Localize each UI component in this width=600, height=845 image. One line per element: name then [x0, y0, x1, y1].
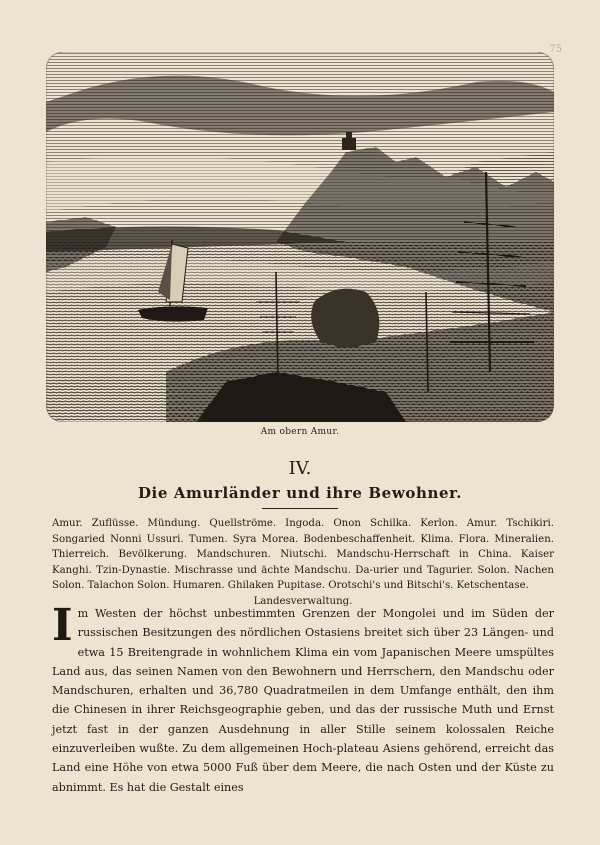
- engraving-illustration: [46, 52, 554, 422]
- page-number: 75: [549, 44, 562, 55]
- summary-text: Amur. Zuflüsse. Mündung. Quellströme. Ingoda. Onon Schilka. Kerlon. Amur. Tschikiri. Songaried Nonni Ussuri. Tumen. Syra Morea. Bodenbeschaffenheit. Klima. Flora. Mineralien. Thierreich. Bevölkerung. Mandschuren. Niutschi. Mandschu-Herrschaft in China. Kaiser Kanghi. Tzin-Dynastie. Mischrasse und ächte Mandschu. Da-urier und Tagurier. Solon. Nachen Solon. Talachon Solon. Humaren. Ghilaken Pupitase. Orotschi's und Bitschi's. Ketschentase.: [52, 518, 554, 592]
- chapter-number: IV.: [288, 458, 312, 479]
- summary-last-line: Landesverwaltung.: [253, 595, 353, 607]
- body-text: m Westen der höchst unbestimmten Grenzen der Mongolei und im Süden der russischen Besitzungen des nördlichen Ostasiens breitet sich über 23 Längen- und etwa 15 Breitengrade in wohnlichem Klima ein vom Japanischen Meere umspültes Land aus, das seinen Namen von den Bewohnern und Herrschern, den Mandschu oder Mandschuren, erhalten und 36,780 Quadratmeilen in dem Umfange enthält, den ihm die Chinesen in ihrer Reichsgeographie geben, und das der russische Muth und Ernst jetzt fast in der ganzen Ausdehnung in aller Stille seinem kolossalen Reiche einzuverleiben wußte. Zu dem allgemeinen Hoch-plateau Asiens gehörend, erreicht das Land eine Höhe von etwa 5000 Fuß über dem Meere, die nach Osten und der Küste zu abnimmt. Es hat die Gestalt eines: [52, 607, 554, 794]
- chapter-summary: [52, 516, 554, 610]
- illustration-caption: Am obern Amur.: [260, 427, 340, 437]
- title-divider: [262, 508, 338, 509]
- drop-cap: I: [52, 600, 73, 651]
- chapter-title: Die Amurländer und ihre Bewohner.: [137, 484, 463, 502]
